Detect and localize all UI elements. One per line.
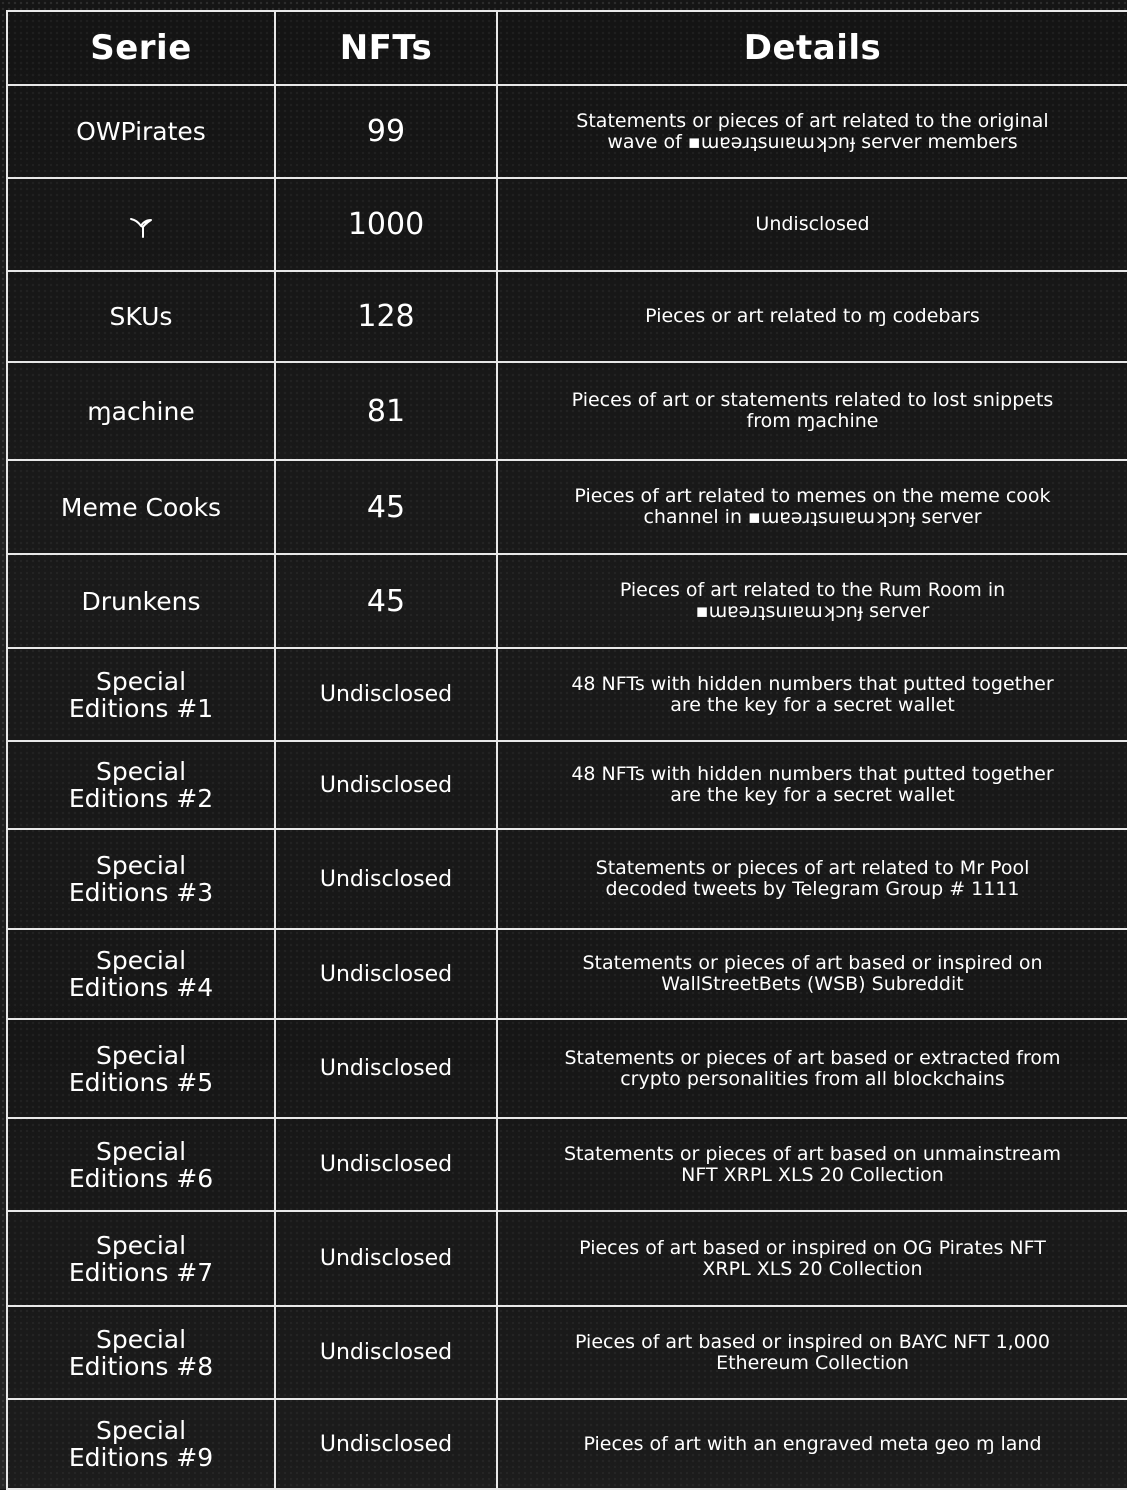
nfts-count-cell: 128 (275, 271, 497, 362)
serie-label: Special (95, 666, 187, 696)
serie-cell (7, 460, 275, 554)
serie-label: Meme Cooks (60, 492, 222, 522)
serie-cell (7, 829, 275, 929)
nfts-count-cell: 81 (275, 362, 497, 460)
details-text: Statements or pieces of art based or extracted from (564, 1046, 1061, 1069)
serie-label: Special (95, 946, 187, 975)
details-text: Pieces of art based or inspired on OG Pirates NFT (579, 1236, 1046, 1259)
table-row (7, 1399, 1127, 1489)
nft-series-table-container (6, 10, 1127, 1489)
details-text: Pieces or art related to ɱ codebars (645, 305, 980, 327)
serie-label: Editions #5 (68, 1067, 214, 1097)
serie-cell (7, 178, 275, 271)
nfts-count-cell: 45 (275, 554, 497, 648)
serie-cell (7, 554, 275, 648)
details-cell (497, 1019, 1127, 1118)
serie-cell (7, 1019, 275, 1118)
details-cell (497, 829, 1127, 929)
serie-label: OWPirates (76, 117, 206, 146)
serie-label: Special (95, 1040, 187, 1070)
details-cell (497, 460, 1127, 554)
nfts-count-cell: Undisclosed (275, 741, 497, 829)
table-row (7, 829, 1127, 929)
header-serie: Serie (7, 11, 275, 85)
nfts-count-cell: Undisclosed (275, 1019, 497, 1118)
serie-cell (7, 1399, 275, 1489)
details-cell (497, 741, 1127, 829)
details-cell (497, 1306, 1127, 1399)
table-row (7, 1118, 1127, 1211)
details-cell (497, 1399, 1127, 1489)
table-row (7, 178, 1127, 271)
details-text: 48 NFTs with hidden numbers that putted together (571, 763, 1054, 785)
details-text: from ɱachine (746, 410, 879, 432)
serie-cell (7, 1211, 275, 1306)
details-text: NFT XRPL XLS 20 Collection (681, 1163, 944, 1186)
details-cell (497, 85, 1127, 178)
details-text: 48 NFTs with hidden numbers that putted together (571, 672, 1054, 695)
nfts-count-cell: 99 (275, 85, 497, 178)
details-text: decoded tweets by Telegram Group # 1111 (605, 878, 1020, 900)
bird-logo-icon (129, 211, 153, 239)
nfts-count-cell: Undisclosed (275, 829, 497, 929)
serie-cell (7, 648, 275, 741)
details-text: ▪ɯɐǝɹʇsuıɐɯʞɔnɟ server (695, 600, 930, 622)
serie-label: Editions #6 (68, 1163, 214, 1193)
table-row (7, 741, 1127, 829)
serie-label: Editions #9 (68, 1443, 214, 1472)
table-row (7, 362, 1127, 460)
details-cell (497, 178, 1127, 271)
serie-label: SKUs (109, 302, 173, 331)
serie-cell (7, 1118, 275, 1211)
details-text: Statements or pieces of art based or inspired on (582, 952, 1043, 974)
serie-label: Editions #1 (68, 693, 214, 723)
details-cell (497, 1118, 1127, 1211)
details-text: Undisclosed (755, 213, 870, 235)
serie-label: Special (95, 1324, 187, 1354)
details-text: XRPL XLS 20 Collection (702, 1257, 923, 1280)
table-row (7, 1019, 1127, 1118)
nfts-count-cell: Undisclosed (275, 1306, 497, 1399)
details-cell (497, 1211, 1127, 1306)
details-cell (497, 554, 1127, 648)
serie-label: Editions #7 (68, 1257, 214, 1287)
serie-cell (7, 85, 275, 178)
details-text: Statements or pieces of art related to the original (576, 109, 1049, 132)
serie-cell (7, 1306, 275, 1399)
details-cell (497, 929, 1127, 1019)
serie-label: Special (95, 1136, 187, 1166)
table-row (7, 85, 1127, 178)
serie-label: Special (95, 757, 187, 786)
table-row (7, 460, 1127, 554)
details-cell (497, 271, 1127, 362)
table-header-row (7, 11, 1127, 85)
details-text: Pieces of art with an engraved meta geo ɱ land (583, 1432, 1042, 1455)
serie-label: Editions #3 (68, 878, 214, 907)
nfts-count-cell: Undisclosed (275, 1399, 497, 1489)
serie-label: Editions #4 (68, 973, 214, 1002)
details-cell (497, 648, 1127, 741)
details-text: Pieces of art based or inspired on BAYC NFT 1,000 (575, 1330, 1050, 1353)
details-text: Pieces of art related to memes on the meme cook (574, 485, 1051, 507)
details-text: wave of ▪ɯɐǝɹʇsuıɐɯʞɔnɟ server members (607, 130, 1018, 153)
nfts-count-cell: Undisclosed (275, 1118, 497, 1211)
nfts-count-cell: 45 (275, 460, 497, 554)
serie-label: Special (95, 1230, 187, 1260)
details-text: Ethereum Collection (716, 1351, 909, 1374)
nfts-count-cell: Undisclosed (275, 1211, 497, 1306)
table-row (7, 1211, 1127, 1306)
serie-label: ɱachine (87, 396, 195, 426)
nfts-count-cell: Undisclosed (275, 648, 497, 741)
table-row (7, 929, 1127, 1019)
serie-label: Editions #2 (68, 784, 214, 813)
table-body (7, 85, 1127, 1489)
serie-cell (7, 362, 275, 460)
details-text: channel in ▪ɯɐǝɹʇsuıɐɯʞɔnɟ server (643, 506, 982, 528)
nft-series-table (6, 10, 1127, 1490)
serie-label: Special (95, 851, 187, 880)
table-row (7, 648, 1127, 741)
details-text: WallStreetBets (WSB) Subreddit (661, 973, 964, 995)
header-nfts: NFTs (275, 11, 497, 85)
details-text: crypto personalities from all blockchains (620, 1067, 1005, 1090)
table-row (7, 271, 1127, 362)
serie-cell (7, 741, 275, 829)
serie-label: Special (95, 1416, 187, 1445)
details-cell (497, 362, 1127, 460)
details-text: Pieces of art related to the Rum Room in (619, 579, 1006, 601)
details-text: are the key for a secret wallet (670, 693, 955, 716)
details-text: Pieces of art or statements related to lost snippets (571, 389, 1054, 411)
header-details: Details (497, 11, 1127, 85)
nfts-count-cell: Undisclosed (275, 929, 497, 1019)
details-text: Statements or pieces of art based on unmainstream (563, 1142, 1062, 1165)
table-row (7, 554, 1127, 648)
details-text: are the key for a secret wallet (670, 784, 955, 806)
table-row (7, 1306, 1127, 1399)
nfts-count-cell: 1000 (275, 178, 497, 271)
serie-label: Editions #8 (68, 1351, 214, 1381)
serie-label: Drunkens (81, 586, 201, 616)
serie-cell (7, 271, 275, 362)
details-text: Statements or pieces of art related to Mr Pool (595, 857, 1030, 879)
serie-cell (7, 929, 275, 1019)
